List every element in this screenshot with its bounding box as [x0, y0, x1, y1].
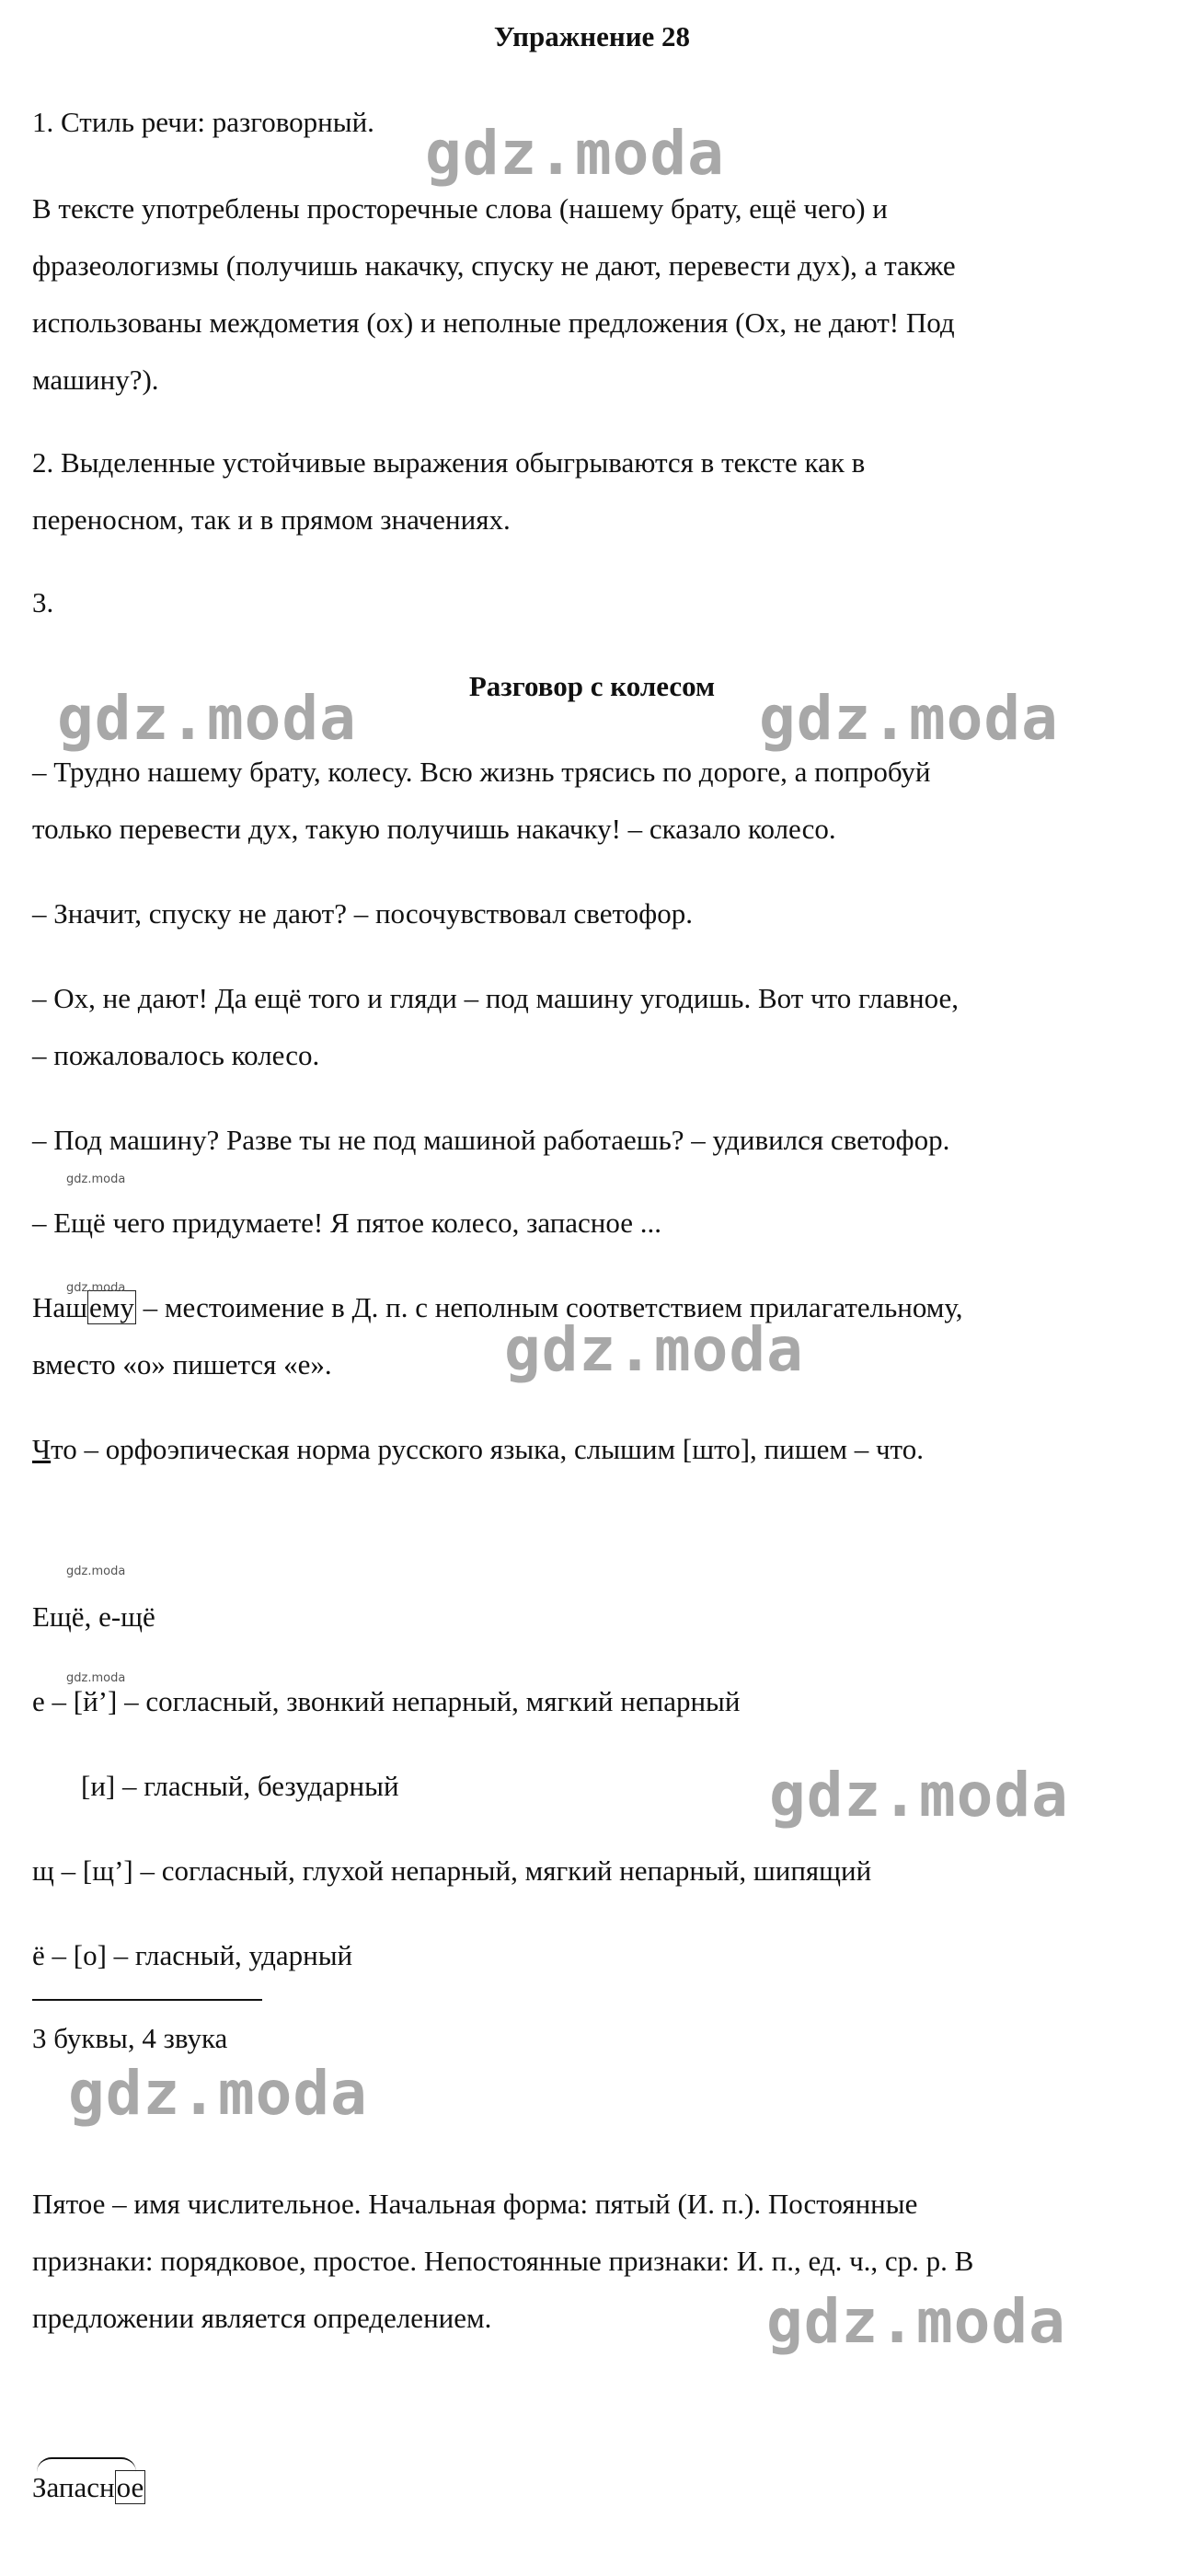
section1-line-4: машину?).	[32, 364, 159, 396]
watermark-logo: gdz.moda	[769, 1760, 1069, 1831]
section2-line-1: 2. Выделенные устойчивые выражения обыгрываются в тексте как в	[32, 446, 866, 479]
zapasnoe-morphemic	[32, 2459, 145, 2516]
phonetic-line-3: щ – [щ’] – согласный, глухой непарный, мягкий непарный, шипящий	[32, 1854, 872, 1887]
watermark-logo: gdz.moda	[759, 683, 1059, 754]
zapasnoe-stem: Запасн	[32, 2471, 115, 2503]
dialogue-line-2: только перевести дух, такую получишь накачку! – сказало колесо.	[32, 813, 836, 845]
section1-line-3: использованы междометия (ох) и неполные предложения (Ох, не дают! Под	[32, 306, 955, 339]
pyatoe-line-3: предложении является определением.	[32, 2302, 492, 2334]
dialogue-line-1: – Трудно нашему брату, колесу. Всю жизнь трясись по дороге, а попробуй	[32, 756, 931, 788]
watermark-logo: gdz.moda	[425, 118, 725, 189]
dialogue-line-4: – Ох, не дают! Да ещё того и гляди – под машину угодишь. Вот что главное,	[32, 982, 959, 1014]
dialogue-heading: Разговор с колесом	[468, 670, 716, 702]
divider	[32, 1999, 262, 2001]
zapasnoe-ending: ое	[116, 2471, 144, 2503]
phonetic-word: Ещё, е-щё	[32, 1600, 155, 1633]
chto-analysis	[32, 1421, 924, 1478]
phonetic-line-2: [и] – гласный, безударный	[81, 1770, 399, 1802]
watermark-small: gdz.moda	[66, 1565, 126, 1578]
phonetic-line-1: е – [й’] – согласный, звонкий непарный, мягкий непарный	[32, 1685, 741, 1717]
watermark-logo: gdz.moda	[504, 1314, 804, 1385]
section1-line-2: фразеологизмы (получишь накачку, спуску не дают, перевести дух), а также	[32, 249, 956, 282]
dialogue-line-6: – Под машину? Разве ты не под машиной работаешь? – удивился светофор.	[32, 1124, 950, 1156]
section1-line-1: В тексте употреблены просторечные слова (нашему брату, ещё чего) и	[32, 192, 888, 225]
nashemu-rest: – местоимение в Д. п. с неполным соответствием прилагательному,	[135, 1291, 963, 1323]
watermark-small: gdz.moda	[66, 1281, 126, 1295]
watermark-small: gdz.moda	[66, 1172, 126, 1186]
watermark-logo: gdz.moda	[57, 683, 357, 754]
dialogue-line-5: – пожаловалось колесо.	[32, 1039, 320, 1071]
chto-first-letter: Ч	[32, 1433, 52, 1465]
watermark-small: gdz.moda	[66, 1671, 126, 1685]
section2-line-2: переносном, так и в прямом значениях.	[32, 503, 511, 536]
pyatoe-line-2: признаки: порядковое, простое. Непостоянные признаки: И. п., ед. ч., ср. р. В	[32, 2245, 974, 2277]
phonetic-line-4: ё – [о] – гласный, ударный	[32, 1939, 353, 1971]
dialogue-line-7: – Ещё чего придумаете! Я пятое колесо, запасное ...	[32, 1207, 662, 1239]
dialogue-line-3: – Значит, спуску не дают? – посочувствовал светофор.	[32, 897, 693, 930]
watermark-logo: gdz.moda	[68, 2058, 368, 2129]
page-title: Упражнение 28	[493, 20, 691, 52]
style-line: 1. Стиль речи: разговорный.	[32, 106, 374, 138]
phonetic-summary: 3 буквы, 4 звука	[32, 2022, 228, 2054]
nashemu-ending: ему	[89, 1291, 134, 1323]
nashemu-analysis	[32, 1279, 963, 1336]
pyatoe-line-1: Пятое – имя числительное. Начальная форма: пятый (И. п.). Постоянные	[32, 2188, 918, 2220]
nashemu-stem: Наш	[32, 1291, 88, 1323]
nashemu-line-2: вместо «о» пишется «е».	[32, 1348, 332, 1380]
chto-rest: то – орфоэпическая норма русского языка, слышим [што], пишем – что.	[51, 1433, 924, 1465]
section3-number: 3.	[32, 586, 54, 618]
watermark-logo: gdz.moda	[766, 2286, 1066, 2357]
